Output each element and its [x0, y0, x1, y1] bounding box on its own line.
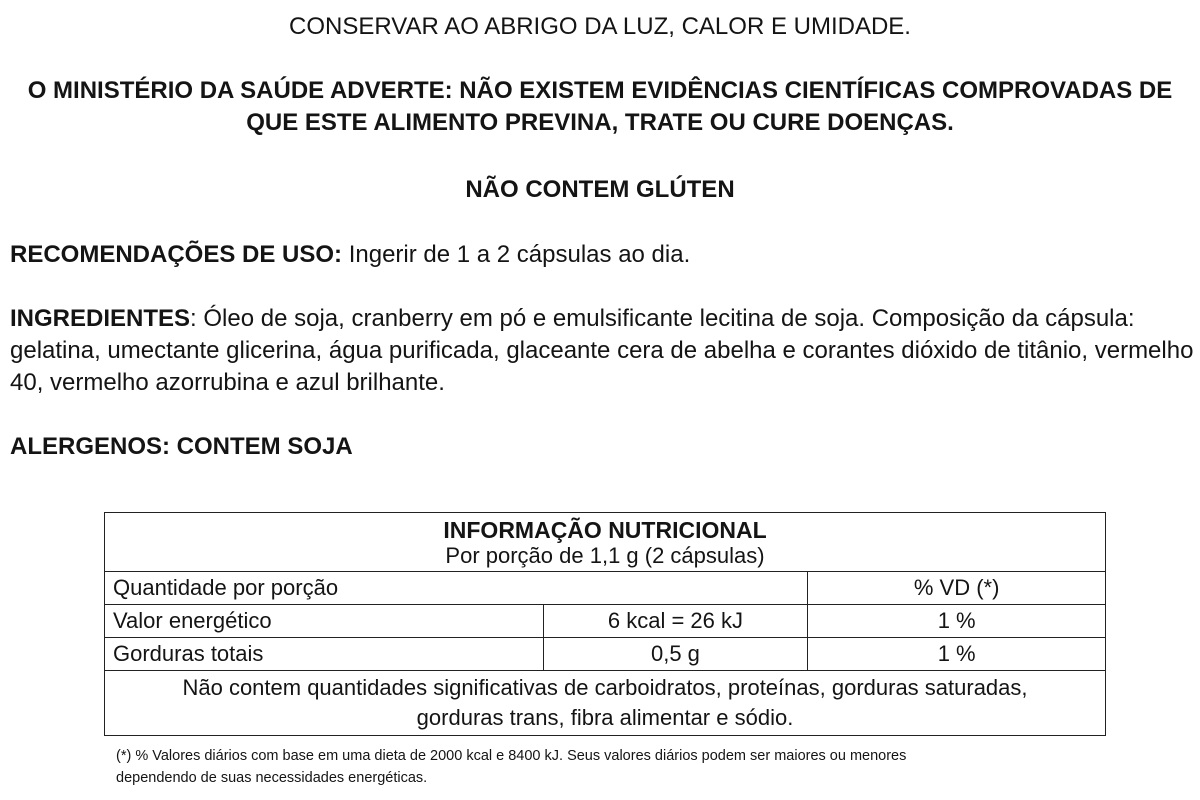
footnote-line-1: (*) % Valores diários com base em uma dieta de 2000 kcal e 8400 kJ. Seus valores diários podem ser maiores ou menores [116, 748, 907, 764]
nutrient-name: Gorduras totais [105, 638, 544, 671]
nutrition-header [105, 513, 1106, 572]
ingredients-label: INGREDIENTES [10, 305, 191, 332]
usage-text: Ingerir de 1 a 2 cápsulas ao dia. [342, 241, 691, 268]
daily-value-header: % VD (*) [808, 572, 1106, 605]
nutrient-daily-value: 1 % [808, 638, 1106, 671]
nutrition-note-line-1: Não contem quantidades significativas de carboidratos, proteínas, gorduras saturadas, [182, 675, 1028, 700]
nutrient-daily-value: 1 % [808, 605, 1106, 638]
nutrition-note [105, 671, 1106, 736]
table-row [105, 605, 1106, 638]
allergens-statement: ALERGENOS: CONTEM SOJA [10, 433, 353, 460]
quantity-header: Quantidade por porção [105, 572, 808, 605]
usage-recommendations [10, 239, 1195, 271]
nutrition-header-row [105, 513, 1106, 572]
nutrient-amount: 0,5 g [543, 638, 808, 671]
nutrition-title: INFORMAÇÃO NUTRICIONAL [443, 517, 767, 543]
nutrition-note-line-2: gorduras trans, fibra alimentar e sódio. [416, 705, 794, 730]
table-row [105, 638, 1106, 671]
ingredients-text: : Óleo de soja, cranberry em pó e emulsificante lecitina de soja. Composição da cápsula: gelatina, umectante glicerina, água purificada, glaceante cera de abelha e corantes dióxido de titânio, vermelho 40, vermelho azorrubina e azul brilhante. [10, 305, 1194, 396]
serving-size: Por porção de 1,1 g (2 cápsulas) [445, 543, 765, 568]
footnote-line-2: dependendo de suas necessidades energéticas. [116, 770, 428, 786]
nutrient-amount: 6 kcal = 26 kJ [543, 605, 808, 638]
nutrition-facts-table [104, 512, 1106, 736]
daily-values-footnote [116, 745, 1096, 789]
usage-label: RECOMENDAÇÕES DE USO: [10, 241, 343, 268]
gluten-statement: NÃO CONTEM GLÚTEN [465, 176, 735, 203]
ingredients-section [10, 303, 1195, 399]
health-warning-line-2: QUE ESTE ALIMENTO PREVINA, TRATE OU CURE DOENÇAS. [246, 109, 954, 136]
nutrient-name: Valor energético [105, 605, 544, 638]
storage-instructions: CONSERVAR AO ABRIGO DA LUZ, CALOR E UMIDADE. [289, 13, 911, 40]
column-header-row [105, 572, 1106, 605]
nutrition-note-row [105, 671, 1106, 736]
health-warning-line-1: O MINISTÉRIO DA SAÚDE ADVERTE: NÃO EXISTEM EVIDÊNCIAS CIENTÍFICAS COMPROVADAS DE [27, 77, 1173, 104]
